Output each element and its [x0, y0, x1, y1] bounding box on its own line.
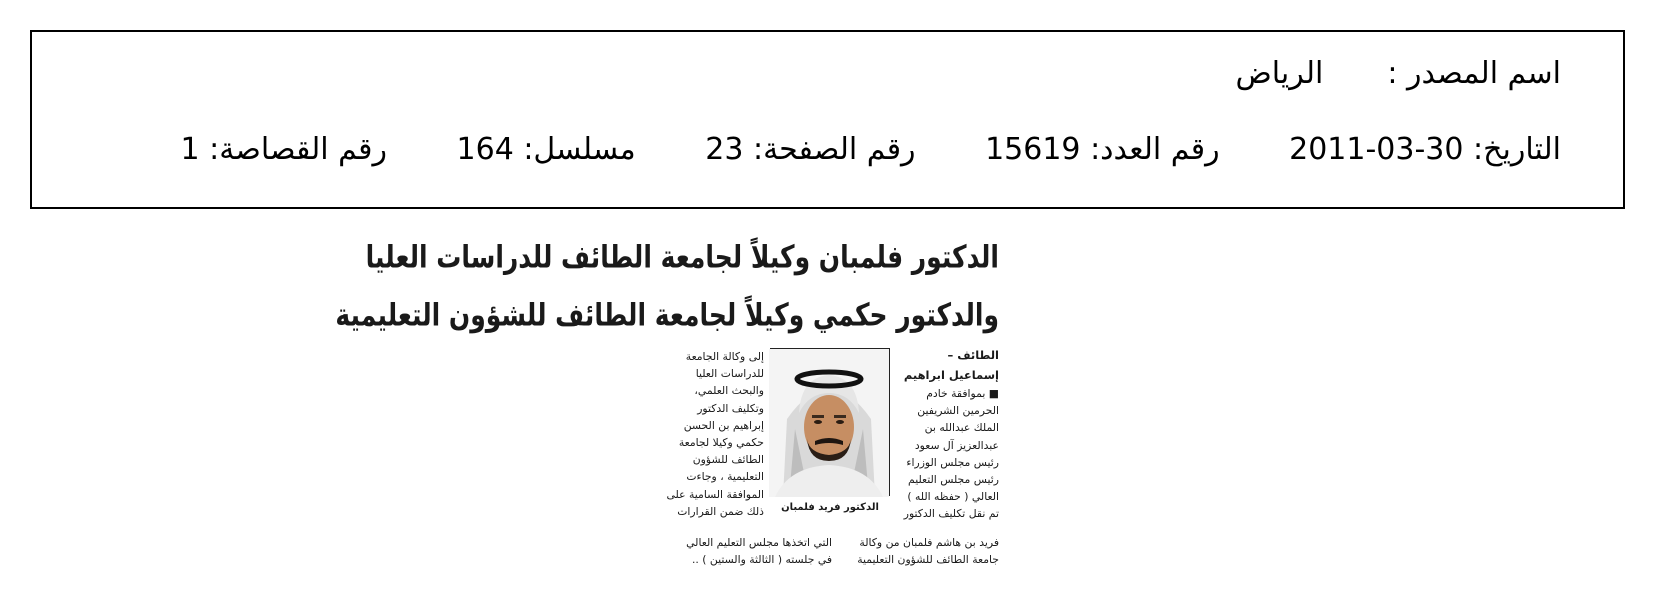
body-line: في جلسته ( الثالثة والستين ) ..	[691, 553, 832, 567]
body-line: وتكليف الدكتور	[697, 401, 764, 415]
article-bottom-right	[857, 534, 999, 568]
body-line: ■ بموافقة خادم	[926, 387, 999, 400]
photo-caption: الدكتور فريد فلمبان	[781, 502, 879, 513]
body-line: إلى وكالة الجامعة	[685, 350, 764, 363]
body-line: جامعة الطائف للشؤون التعليمية	[857, 553, 999, 567]
body-line: الملك عبدالله بن	[924, 421, 999, 435]
headline-line-2: والدكتور حكمي وكيلاً لجامعة الطائف للشؤون التعليمية	[335, 296, 999, 333]
page-label: رقم الصفحة:	[752, 132, 916, 167]
issue-label: رقم العدد:	[1090, 132, 1220, 167]
clip-number-field	[181, 130, 387, 170]
clip-number-label: رقم القصاصة:	[209, 132, 387, 167]
serial-label: مسلسل:	[523, 132, 636, 167]
source-row	[1236, 54, 1561, 94]
serial-value: 164	[456, 132, 514, 167]
page-field	[705, 130, 915, 170]
article-column-left	[652, 348, 764, 520]
body-line: التعليمية ، وجاءت	[686, 470, 764, 484]
body-line: تم نقل تكليف الدكتور	[903, 507, 999, 521]
body-line: العالي ( حفظه الله )	[907, 490, 999, 504]
body-line: والبحث العلمي،	[694, 384, 764, 398]
portrait-illustration	[769, 349, 889, 497]
body-line: رئيس مجلس التعليم	[908, 473, 999, 487]
body-line: رئيس مجلس الوزراء	[906, 455, 999, 469]
author-name: إسماعيل ابراهيم	[903, 368, 999, 382]
portrait-photo	[770, 348, 890, 496]
body-line: ذلك ضمن القرارات	[677, 504, 764, 518]
source-value: الرياض	[1235, 56, 1324, 91]
issue-value: 15619	[985, 132, 1081, 167]
body-line: عبدالعزيز آل سعود	[914, 438, 999, 452]
date-field	[1289, 130, 1561, 170]
body-line: التي اتخذها مجلس التعليم العالي	[686, 536, 832, 549]
body-line: الموافقة السامية على	[666, 487, 764, 501]
date-label: التاريخ:	[1473, 132, 1561, 167]
body-line: الحرمين الشريفين	[917, 404, 999, 418]
date-value: 2011-03-30	[1289, 132, 1464, 167]
newspaper-clipping	[335, 230, 1005, 575]
article-column-right	[899, 385, 999, 523]
details-row	[181, 130, 1561, 170]
body-line: حكمي وكيلا لجامعة	[678, 436, 764, 450]
headline-line-1: الدكتور فلمبان وكيلاً لجامعة الطائف للدراسات العليا	[365, 238, 999, 275]
dateline-city: الطائف –	[947, 348, 999, 362]
page-value: 23	[705, 132, 744, 167]
article-bottom-left	[652, 534, 832, 568]
body-line: الطائف للشؤون	[692, 453, 764, 467]
clipping-metadata-box	[30, 30, 1625, 209]
clip-number-value: 1	[180, 132, 200, 167]
body-line: فريد بن هاشم فلمبان من وكالة	[859, 536, 999, 549]
source-label: اسم المصدر :	[1387, 56, 1561, 91]
body-line: إبراهيم بن الحسن	[683, 418, 764, 432]
issue-field	[985, 130, 1219, 170]
body-line: للدراسات العليا	[695, 367, 764, 381]
serial-field	[457, 130, 636, 170]
